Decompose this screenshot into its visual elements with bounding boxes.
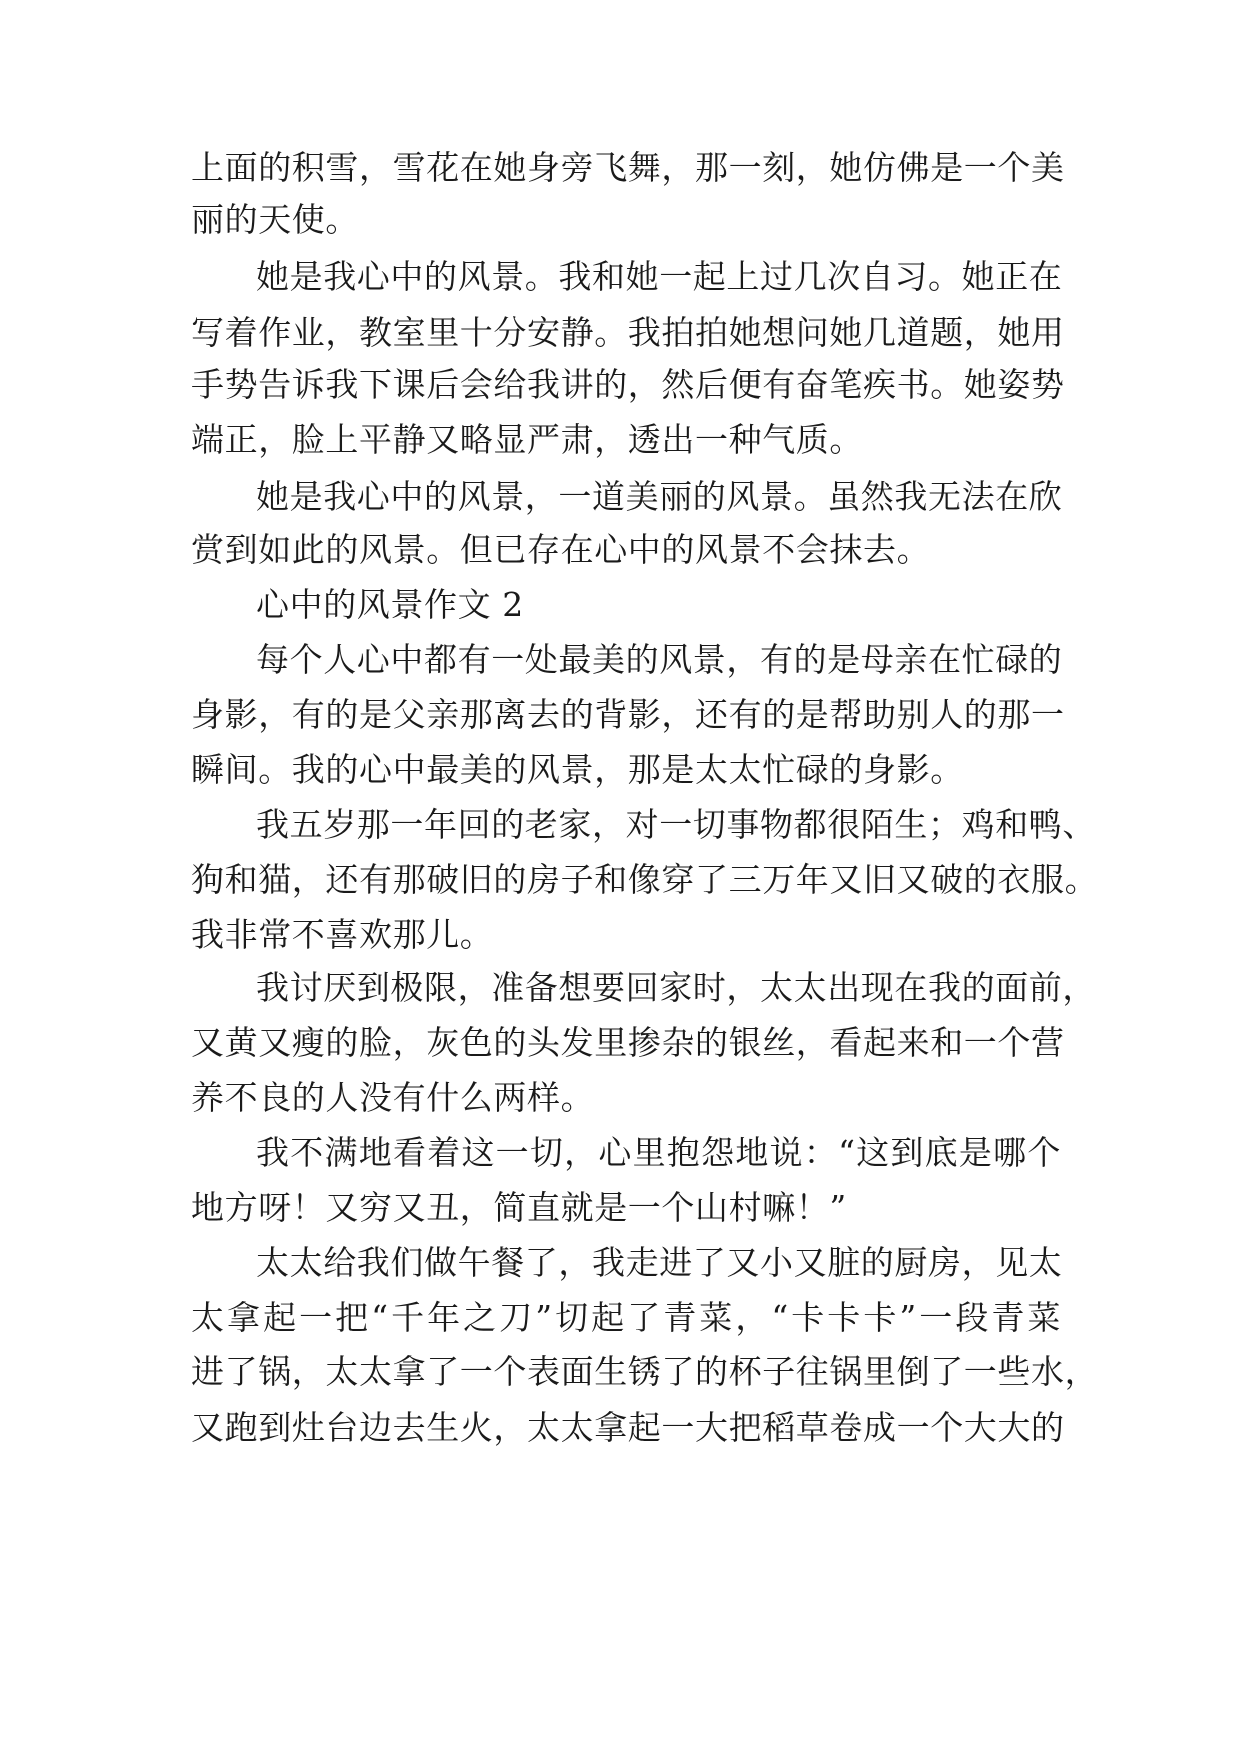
text-line-14: 狗和猫，还有那破旧的房子和像穿了三万年又旧又破的衣服。 xyxy=(191,860,1099,899)
text-line-3: 她是我心中的风景。我和她一起上过几次自习。她正在 xyxy=(256,257,1063,296)
text-line-6: 端正，脸上平静又略显严肃，透出一种气质。 xyxy=(191,420,863,459)
text-line-1: 上面的积雪，雪花在她身旁飞舞，那一刻，她仿佛是一个美 xyxy=(191,148,1065,187)
text-line-20: 地方呀！又穷又丑，简直就是一个山村嘛！” xyxy=(191,1188,847,1227)
text-line-13: 我五岁那一年回的老家，对一切事物都很陌生；鸡和鸭、 xyxy=(256,805,1096,844)
text-line-16: 我讨厌到极限，准备想要回家时，太太出现在我的面前， xyxy=(256,968,1096,1007)
text-line-21: 太太给我们做午餐了，我走进了又小又脏的厨房，见太 xyxy=(256,1243,1063,1282)
text-line-8: 赏到如此的风景。但已存在心中的风景不会抹去。 xyxy=(191,530,931,569)
text-line-18: 养不良的人没有什么两样。 xyxy=(191,1078,595,1117)
text-line-5: 手势告诉我下课后会给我讲的，然后便有奋笔疾书。她姿势 xyxy=(191,365,1065,404)
text-line-11: 身影，有的是父亲那离去的背影，还有的是帮助别人的那一 xyxy=(191,695,1065,734)
text-line-19: 我不满地看着这一切，心里抱怨地说：“这到底是哪个 xyxy=(256,1133,1061,1172)
text-line-10: 每个人心中都有一处最美的风景，有的是母亲在忙碌的 xyxy=(256,640,1063,679)
text-line-7: 她是我心中的风景，一道美丽的风景。虽然我无法在欣 xyxy=(256,477,1063,516)
text-line-15: 我非常不喜欢那儿。 xyxy=(191,915,494,954)
section-heading: 心中的风景作文 2 xyxy=(256,585,524,624)
text-line-24: 又跑到灶台边去生火，太太拿起一大把稻草卷成一个大大的 xyxy=(191,1408,1065,1447)
text-line-17: 又黄又瘦的脸，灰色的头发里掺杂的银丝，看起来和一个营 xyxy=(191,1023,1065,1062)
text-line-2: 丽的天使。 xyxy=(191,200,359,239)
text-line-12: 瞬间。我的心中最美的风景，那是太太忙碌的身影。 xyxy=(191,750,964,789)
text-line-22: 太拿起一把“千年之刀”切起了青菜，“卡卡卡”一段青菜 xyxy=(191,1298,1061,1337)
text-line-23: 进了锅，太太拿了一个表面生锈了的杯子往锅里倒了一些水， xyxy=(191,1352,1099,1391)
text-line-4: 写着作业，教室里十分安静。我拍拍她想问她几道题，她用 xyxy=(191,313,1065,352)
